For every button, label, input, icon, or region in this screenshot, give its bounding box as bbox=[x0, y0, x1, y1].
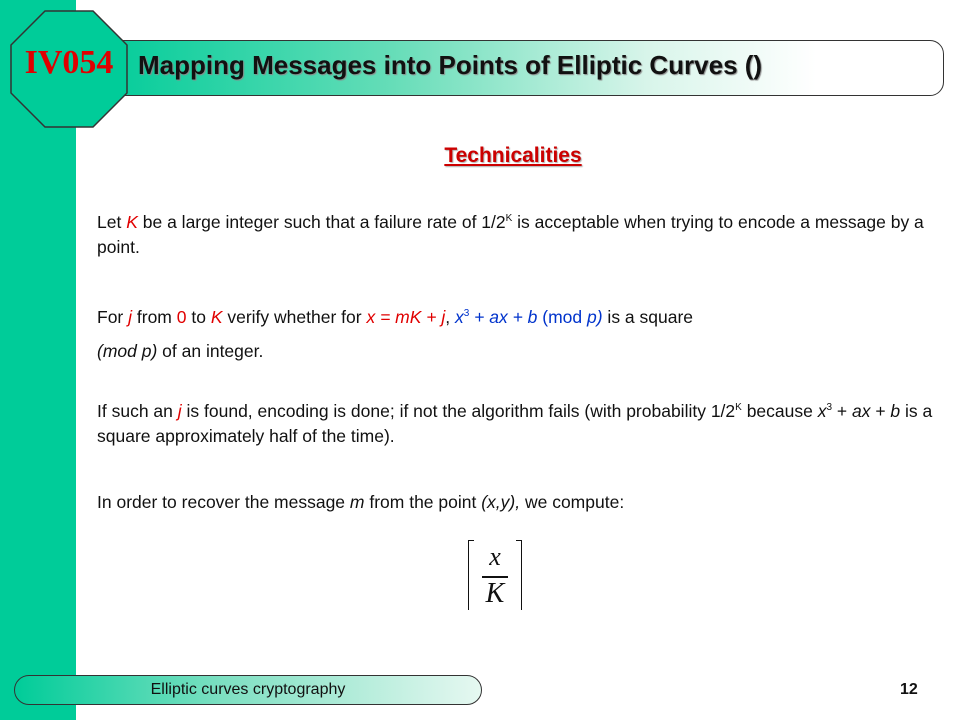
page-number: 12 bbox=[900, 681, 918, 698]
ceiling-fraction-formula bbox=[468, 538, 522, 612]
paragraph-recover-message: In order to recover the message m from the point (x,y), we compute: bbox=[97, 492, 625, 512]
footer-title: Elliptic curves cryptography bbox=[150, 681, 346, 698]
formula-numerator: x bbox=[489, 542, 501, 571]
section-subtitle: Technicalities bbox=[444, 144, 582, 167]
paragraph-verification-loop: For j from 0 to K verify whether for x = mK + j, $x^3$ + ax + b (mod p) is a square (mod p) of an integer. bbox=[97, 307, 694, 361]
formula-denominator: K bbox=[485, 578, 505, 609]
paragraph-encoding-result: If such an j is found, encoding is done; if not the algorithm fails (with probability $1/2^K$ because $x^3$ + ax + b is a square approximately half of the time). bbox=[97, 401, 933, 446]
course-code-logo: IV054 bbox=[24, 44, 114, 81]
paragraph-failure-rate: Let K be a large integer such that a failure rate of $1/2^K$ is acceptable when trying to encode a message by a point. bbox=[97, 212, 924, 257]
slide-title: Mapping Messages into Points of Elliptic Curves () bbox=[138, 50, 763, 80]
